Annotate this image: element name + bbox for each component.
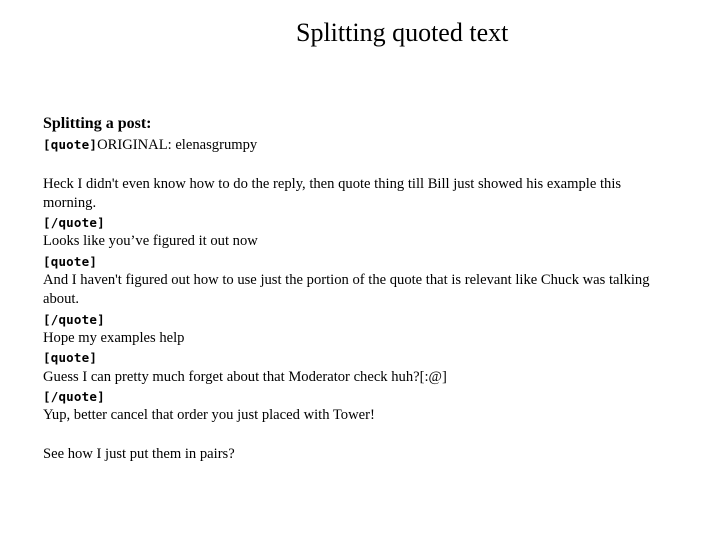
- slide-body: [43, 114, 673, 464]
- quote-close-tag: [/quote]: [43, 388, 105, 404]
- quote-open-tag: [quote]: [43, 350, 98, 366]
- quote-close-tag: [/quote]: [43, 311, 105, 327]
- quote-open-tag: [quote]: [43, 137, 98, 152]
- quote-attribution: ORIGINAL: elenasgrumpy: [97, 137, 258, 153]
- spacer: [43, 155, 673, 174]
- reply-text: Yup, better cancel that order you just placed with Tower!: [43, 407, 375, 424]
- closing-remark: See how I just put them in pairs?: [43, 445, 235, 462]
- spacer: [43, 425, 673, 444]
- slide-title: Splitting quoted text: [296, 18, 509, 47]
- quote-header-line: [43, 135, 673, 155]
- reply-text: Looks like you’ve figured it out now: [43, 233, 258, 250]
- quote-close-tag: [/quote]: [43, 215, 105, 231]
- reply-text: Hope my examples help: [43, 329, 185, 346]
- quoted-paragraph: Heck I didn't even know how to do the reply, then quote thing till Bill just showed his example this morning.: [43, 175, 622, 211]
- quoted-paragraph: Guess I can pretty much forget about that Moderator check huh?[:@]: [43, 368, 447, 385]
- quoted-paragraph: And I haven't figured out how to use just the portion of the quote that is relevant like Chuck was talking about.: [43, 272, 650, 308]
- section-heading: Splitting a post:: [43, 115, 152, 132]
- quote-open-tag: [quote]: [43, 253, 98, 269]
